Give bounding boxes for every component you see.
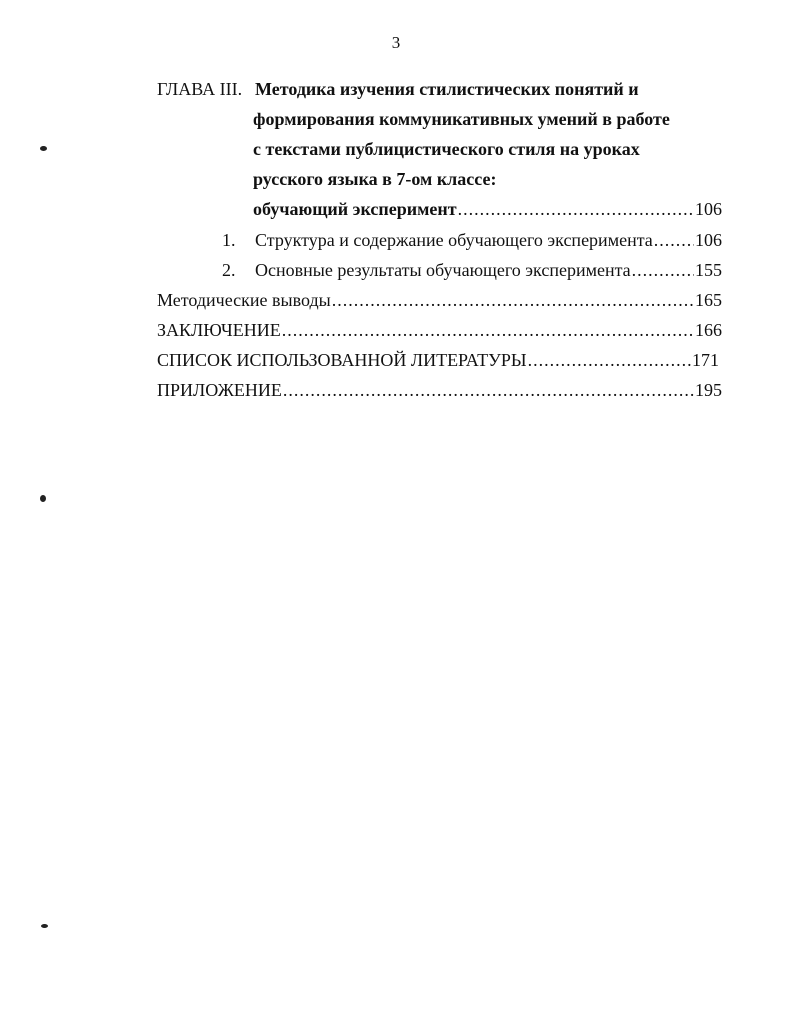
toc-entry-section (222, 228, 722, 252)
chapter-label: ГЛАВА III. (157, 79, 243, 99)
page-number: 3 (391, 33, 401, 52)
entry-title: обучающий эксперимент (253, 199, 457, 219)
chapter-title-line: с текстами публицистического стиля на уроках (253, 139, 640, 159)
entry-title: Методические выводы (157, 290, 331, 310)
chapter-title-line: русского языка в 7-ом классе: (253, 169, 497, 189)
dot-leader (458, 197, 694, 221)
dot-leader (332, 288, 694, 312)
toc-entry-chapter (253, 197, 722, 221)
toc-entry (157, 378, 722, 402)
scan-speck (41, 924, 48, 928)
section-number: 1. (222, 230, 236, 250)
dot-leader (528, 348, 691, 372)
chapter-title-line: Методика изучения стилистических понятий и (255, 79, 639, 99)
dot-leader (632, 258, 694, 282)
dot-leader (283, 378, 694, 402)
entry-title: СПИСОК ИСПОЛЬЗОВАННОЙ ЛИТЕРАТУРЫ (157, 350, 527, 370)
entry-title: Основные результаты обучающего эксперимента (255, 260, 631, 280)
entry-page: 171 (692, 350, 719, 370)
entry-page: 106 (695, 230, 722, 250)
entry-title: ЗАКЛЮЧЕНИЕ (157, 320, 281, 340)
dot-leader (654, 228, 694, 252)
entry-title: ПРИЛОЖЕНИЕ (157, 380, 282, 400)
entry-page: 155 (695, 260, 722, 280)
entry-page: 106 (695, 199, 722, 219)
toc-entry (157, 318, 722, 342)
scan-speck (40, 146, 47, 151)
dot-leader (282, 318, 694, 342)
entry-page: 165 (695, 290, 722, 310)
scan-speck (40, 495, 46, 502)
entry-page: 166 (695, 320, 722, 340)
chapter-title-line: формирования коммуникативных умений в работе (253, 109, 670, 129)
entry-title: Структура и содержание обучающего эксперимента (255, 230, 653, 250)
section-number: 2. (222, 260, 236, 280)
toc-entry (157, 288, 722, 312)
toc-entry (157, 348, 719, 372)
entry-page: 195 (695, 380, 722, 400)
toc-entry-section (222, 258, 722, 282)
